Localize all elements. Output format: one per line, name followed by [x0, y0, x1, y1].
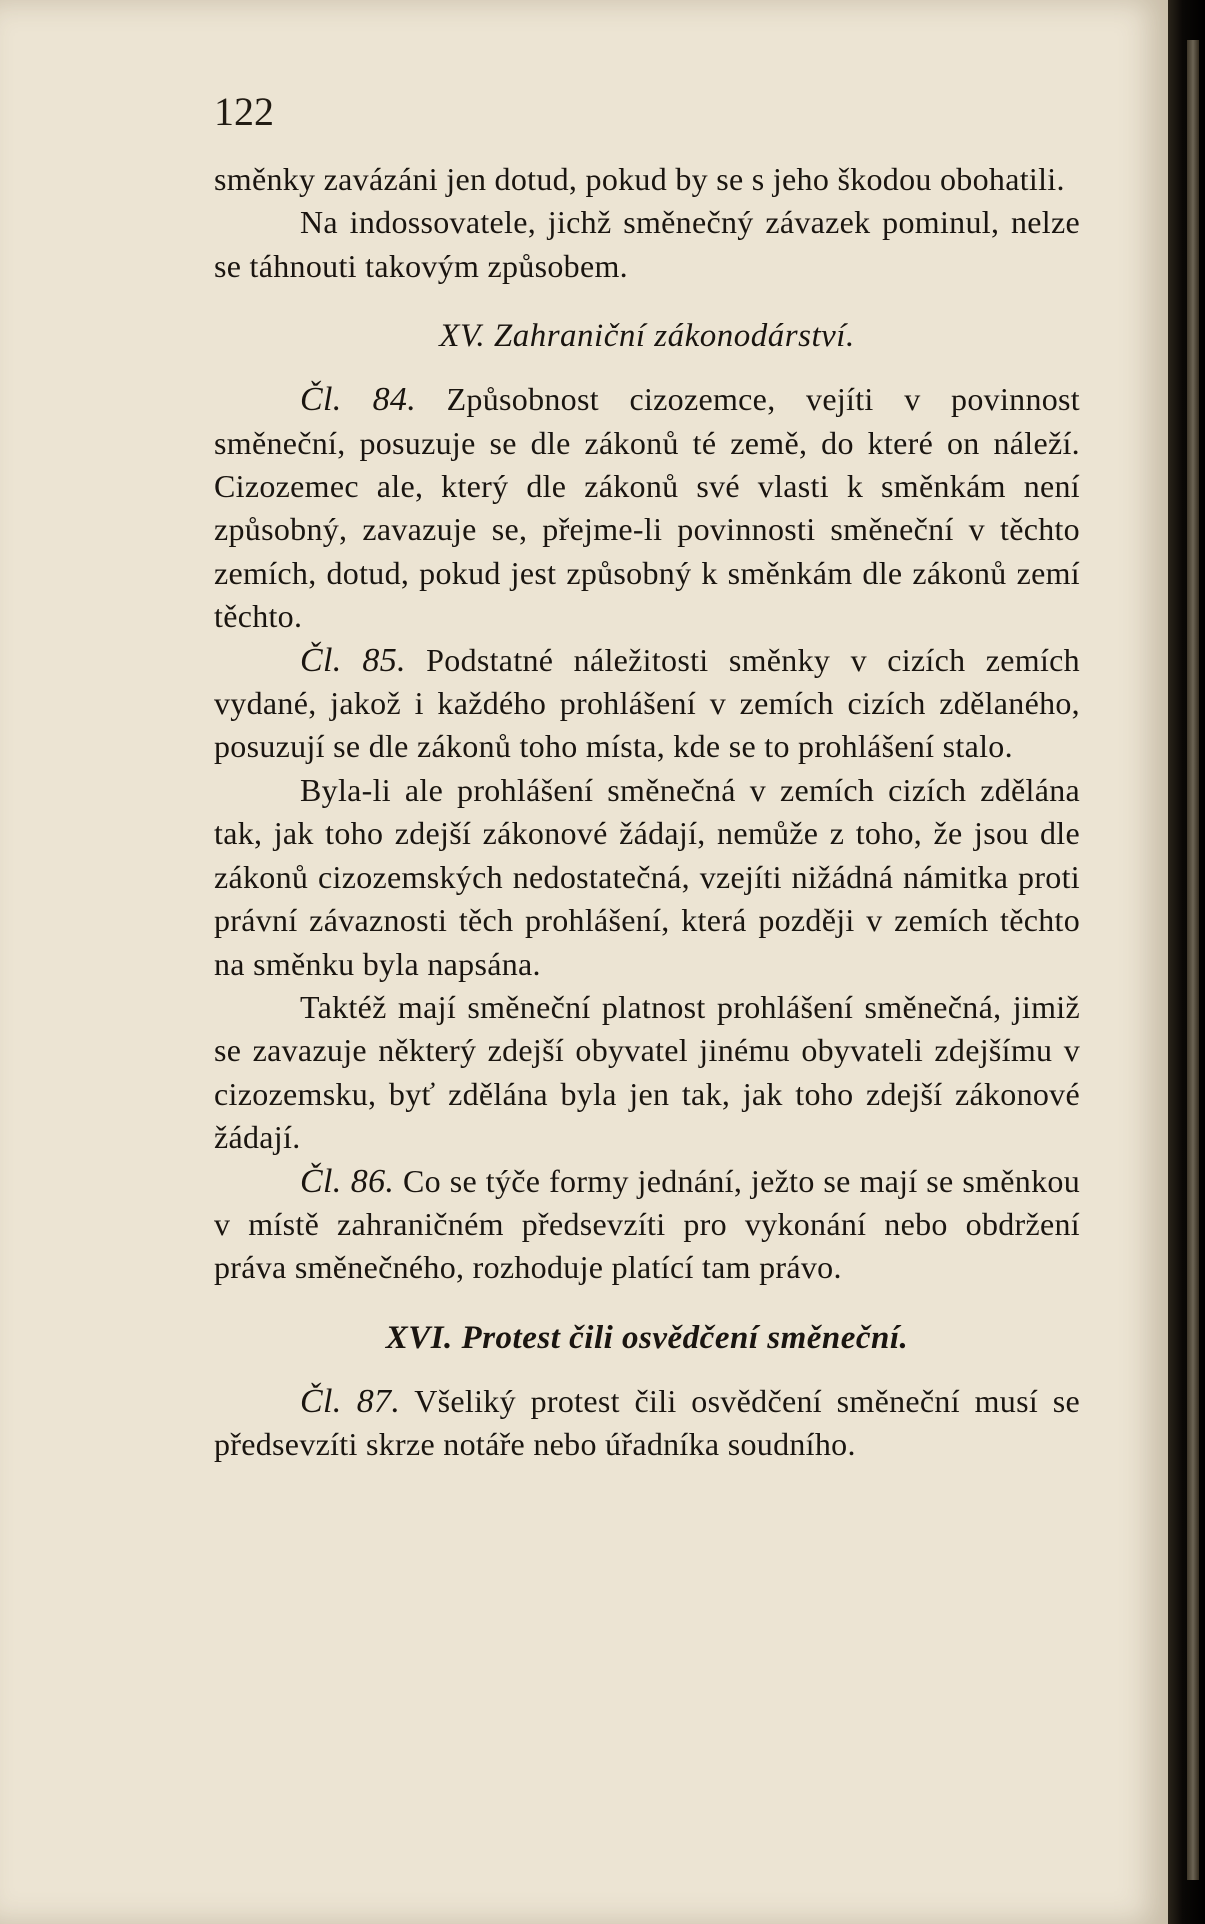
article-85 — [214, 639, 1080, 769]
paragraph-1: směnky zavázáni jen dotud, pokud by se s jeho škodou obohatili. — [214, 161, 1065, 197]
article-87-label: Čl. 87. — [300, 1382, 401, 1420]
paragraph-85-2: Byla-li ale prohlášení směnečná v zemích cizích zdělána tak, jak toho zdejší zákonové žádají, nemůže z toho, že jsou dle zákonů cizozemských nedostatečná, vzejíti nižádná námitka proti právní závaznosti těch prohlášení, která později v zemích těchto na směnku byla napsána. — [214, 771, 1080, 982]
article-86-label: Čl. 86. — [300, 1162, 395, 1200]
section-heading-xv: XV. Zahraniční zákonodárství. — [439, 318, 855, 355]
paragraph-2: Na indossovatele, jichž směnečný závazek pominul, nelze se táhnouti takovým způsobem. — [214, 204, 1080, 284]
section-heading-xvi: XVI. Protest čili osvědčení směneční. — [385, 1319, 909, 1356]
page-edge-strip — [1187, 40, 1199, 1880]
article-87-text: Všeliký protest čili osvědčení směneční musí se předsevzíti skrze notáře nebo úřadníka soudního. — [214, 1382, 1080, 1463]
book-gutter-edge — [1168, 0, 1205, 1924]
page-body — [214, 158, 1080, 1467]
paragraph-85-3: Taktéž mají směneční platnost prohlášení směnečná, jimiž se zavazuje některý zdejší obyvatel jinému obyvateli zdejšímu v cizozemsku, byť zdělána byla jen tak, jak toho zdejší zákonové žádají. — [214, 988, 1080, 1156]
page-number: 122 — [214, 89, 274, 134]
article-84 — [214, 378, 1080, 638]
article-87 — [214, 1380, 1080, 1467]
article-86 — [214, 1160, 1080, 1290]
article-84-text: Způsobnost cizozemce, vejíti v povinnost směneční, posuzuje se dle zákonů té země, do které on náleží. Cizozemec ale, který dle zákonů své vlasti k směnkám není způsobný, zavazuje se, přejme-li povinnosti směneční v těchto zemích, dotud, pokud jest způsobný k směnkám dle zákonů zemí těchto. — [214, 381, 1080, 635]
article-84-label: Čl. 84. — [300, 381, 416, 419]
article-85-text: Podstatné náležitosti směnky v cizích zemích vydané, jakož i každého prohlášení v zemích cizích zdělaného, posuzují se dle zákonů toho místa, kde se to prohlášení stalo. — [214, 641, 1080, 765]
article-86-text: Co se týče formy jednání, ježto se mají se směnkou v místě zahraničném předsevzíti pro vykonání nebo obdržení práva směnečného, rozhoduje platící tam právo. — [214, 1162, 1080, 1286]
article-85-label: Čl. 85. — [300, 641, 406, 679]
